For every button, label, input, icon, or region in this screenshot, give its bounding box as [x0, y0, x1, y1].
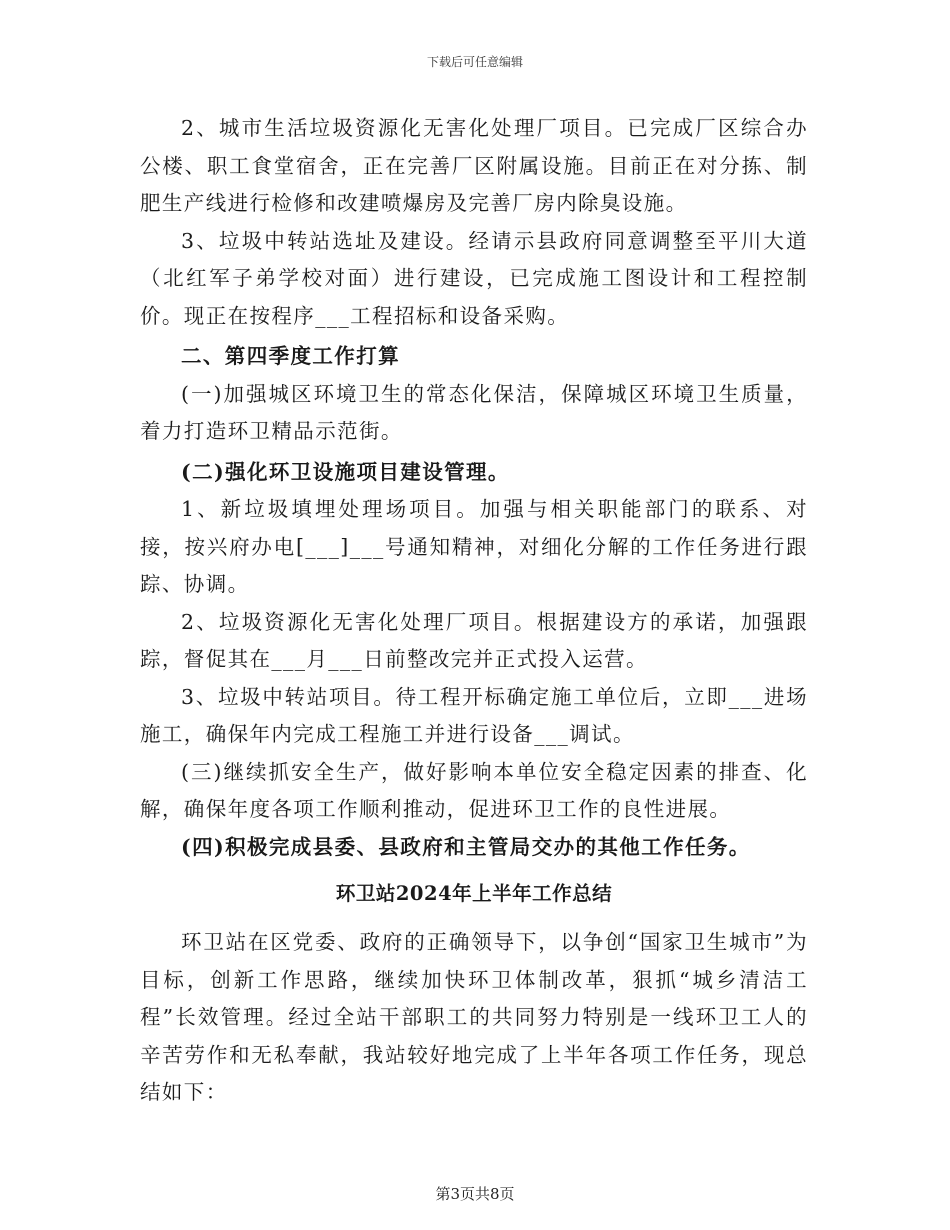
paragraph-waste-plant-progress: 2、城市生活垃圾资源化无害化处理厂项目。已完成厂区综合办公楼、职工食堂宿舍，正在完善厂区附属设施。目前正在对分拣、制肥生产线进行检修和改建喷爆房及完善厂房内除臭设施。 [140, 116, 808, 215]
paragraph-plan-item-1: (一)加强城区环境卫生的常态化保洁，保障城区环境卫生质量，着力打造环卫精品示范街。 [140, 381, 808, 443]
paragraph-plan-item-3: (三)继续抓安全生产，做好影响本单位安全稳定因素的排查、化解，确保年度各项工作顺利推动，促进环卫工作的良性进展。 [140, 759, 808, 821]
section-title-half-year-summary: 环卫站2024年上半年工作总结 [335, 882, 613, 905]
paragraph-plan-item-4: (四)积极完成县委、县政府和主管局交办的其他工作任务。 [181, 834, 751, 859]
paragraph-waste-plant-plan: 2、垃圾资源化无害化处理厂项目。根据建设方的承诺，加强跟踪，督促其在___月___日前整改完并正式投入运营。 [140, 609, 808, 671]
paragraph-summary-intro: 环卫站在区党委、政府的正确领导下，以争创“国家卫生城市”为目标，创新工作思路，继续加快环卫体制改革，狠抓“城乡清洁工程”长效管理。经过全站干部职工的共同努力特别是一线环卫工人的辛苦劳作和无私奉献，我站较好地完成了上半年各项工作任务，现总结如下： [140, 930, 808, 1104]
section-heading-q4-plan: 二、第四季度工作打算 [181, 344, 400, 368]
page-header: 下载后可任意编辑 [426, 55, 523, 69]
paragraph-plan-item-2-heading: (二)强化环卫设施项目建设管理。 [181, 459, 510, 484]
document-body [140, 110, 808, 1112]
paragraph-landfill-project: 1、新垃圾填埋处理场项目。加强与相关职能部门的联系、对接，按兴府办电[___]___号通知精神，对细化分解的工作任务进行跟踪、协调。 [140, 497, 808, 596]
page-number: 第3页共8页 [435, 1185, 515, 1203]
paragraph-transfer-station-plan: 3、垃圾中转站项目。待工程开标确定施工单位后，立即___进场施工，确保年内完成工程施工并进行设备___调试。 [140, 684, 808, 746]
paragraph-transfer-station-progress: 3、垃圾中转站选址及建设。经请示县政府同意调整至平川大道（北红军子弟学校对面）进行建设，已完成施工图设计和工程控制价。现正在按程序___工程招标和设备采购。 [140, 228, 808, 328]
